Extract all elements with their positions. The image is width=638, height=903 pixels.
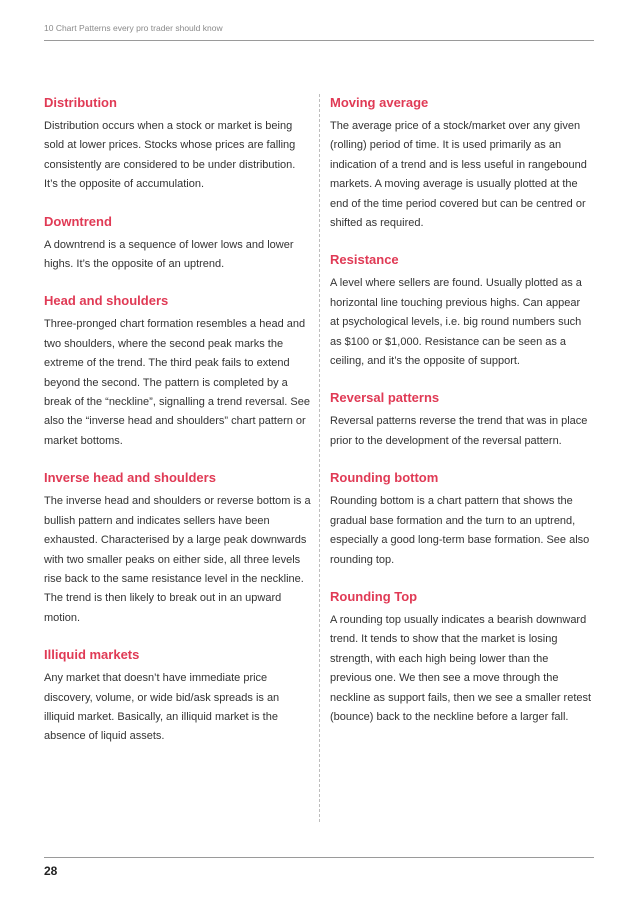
entry-term: Moving average — [330, 95, 429, 110]
column-divider — [319, 94, 320, 822]
entry-term: Downtrend — [44, 213, 112, 229]
entry-definition: A rounding top usually indicates a bearish downward trend. It tends to show that the market is losing strength, with each high being lower than the previous one. We then see a move through the neckline as support fails, then we see a smaller retest (bounce) back to the neckline before a larger fall. — [330, 613, 592, 723]
entry-definition: Reversal patterns reverse the trend that was in place prior to the development of the reversal pattern. — [330, 415, 588, 447]
glossary-column-left — [44, 94, 312, 765]
entry-term: Illiquid markets — [44, 647, 140, 663]
entry-definition: Rounding bottom is a chart pattern that shows the gradual base formation and the turn to an uptrend, especially a good long-term base formation. See also rounding top. — [330, 495, 590, 566]
entry-term: Distribution — [44, 95, 117, 110]
glossary-entry-moving-average — [330, 94, 592, 233]
entry-definition: The inverse head and shoulders or reverse bottom is a bullish pattern and indicates sellers have been exhausted. Characterised by a large peak downwards with two smaller peaks on either side, all three levels rise back to the same resistance level in the neckline. The trend is then likely to break out in an upward motion. — [44, 495, 311, 624]
entry-term: Inverse head and shoulders — [44, 470, 216, 486]
entry-definition: Distribution occurs when a stock or market is being sold at lower prices. Stocks whose prices are falling consistently are considered to be under distribution. It’s the opposite of accumulation. — [44, 120, 296, 191]
entry-definition: A level where sellers are found. Usually plotted as a horizontal line touching previous highs. Can appear at psychological levels, i.e. big round numbers such as $100 or $1,000. Resistance can be seen as a ceiling, and it’s the opposite of support. — [330, 277, 582, 368]
entry-term: Rounding Top — [330, 588, 418, 604]
glossary-entry-resistance — [330, 251, 592, 371]
page-number: 28 — [44, 864, 58, 878]
glossary-entry-inverse-head-and-shoulders — [44, 469, 312, 628]
header-rule — [44, 40, 594, 41]
entry-definition: The average price of a stock/market over any given (rolling) period of time. It is used primarily as an indication of a trend and is less useful in rangebound markets. A moving average is usually plotted at the end of the time period covered but can be centred or shifted as required. — [330, 120, 587, 230]
glossary-column-right — [330, 94, 592, 745]
entry-definition: Three-pronged chart formation resembles a head and two shoulders, where the second peak marks the extreme of the trend. The third peak fails to extend beyond the second. The pattern is completed by a break of the “neckline”, signalling a trend reversal. See also the “inverse head and shoulders” chart pattern or market bottoms. — [44, 318, 310, 447]
glossary-entry-rounding-top — [330, 588, 592, 727]
entry-definition: Any market that doesn’t have immediate price discovery, volume, or wide bid/ask spreads is an illiquid market. Basically, an illiquid market is the absence of liquid assets. — [44, 672, 280, 743]
entry-term: Rounding bottom — [330, 470, 439, 486]
glossary-entry-distribution — [44, 94, 312, 195]
glossary-entry-head-and-shoulders — [44, 292, 312, 451]
entry-term: Reversal patterns — [330, 390, 440, 406]
glossary-entry-downtrend — [44, 213, 312, 275]
glossary-entry-rounding-bottom — [330, 469, 592, 570]
running-header: 10 Chart Patterns every pro trader should know — [44, 23, 223, 33]
footer-rule — [44, 857, 594, 858]
entry-term: Head and shoulders — [44, 293, 169, 309]
glossary-entry-illiquid-markets — [44, 646, 312, 747]
entry-definition: A downtrend is a sequence of lower lows and lower highs. It’s the opposite of an uptrend. — [44, 238, 294, 271]
glossary-entry-reversal-patterns — [330, 389, 592, 451]
entry-term: Resistance — [330, 252, 399, 268]
